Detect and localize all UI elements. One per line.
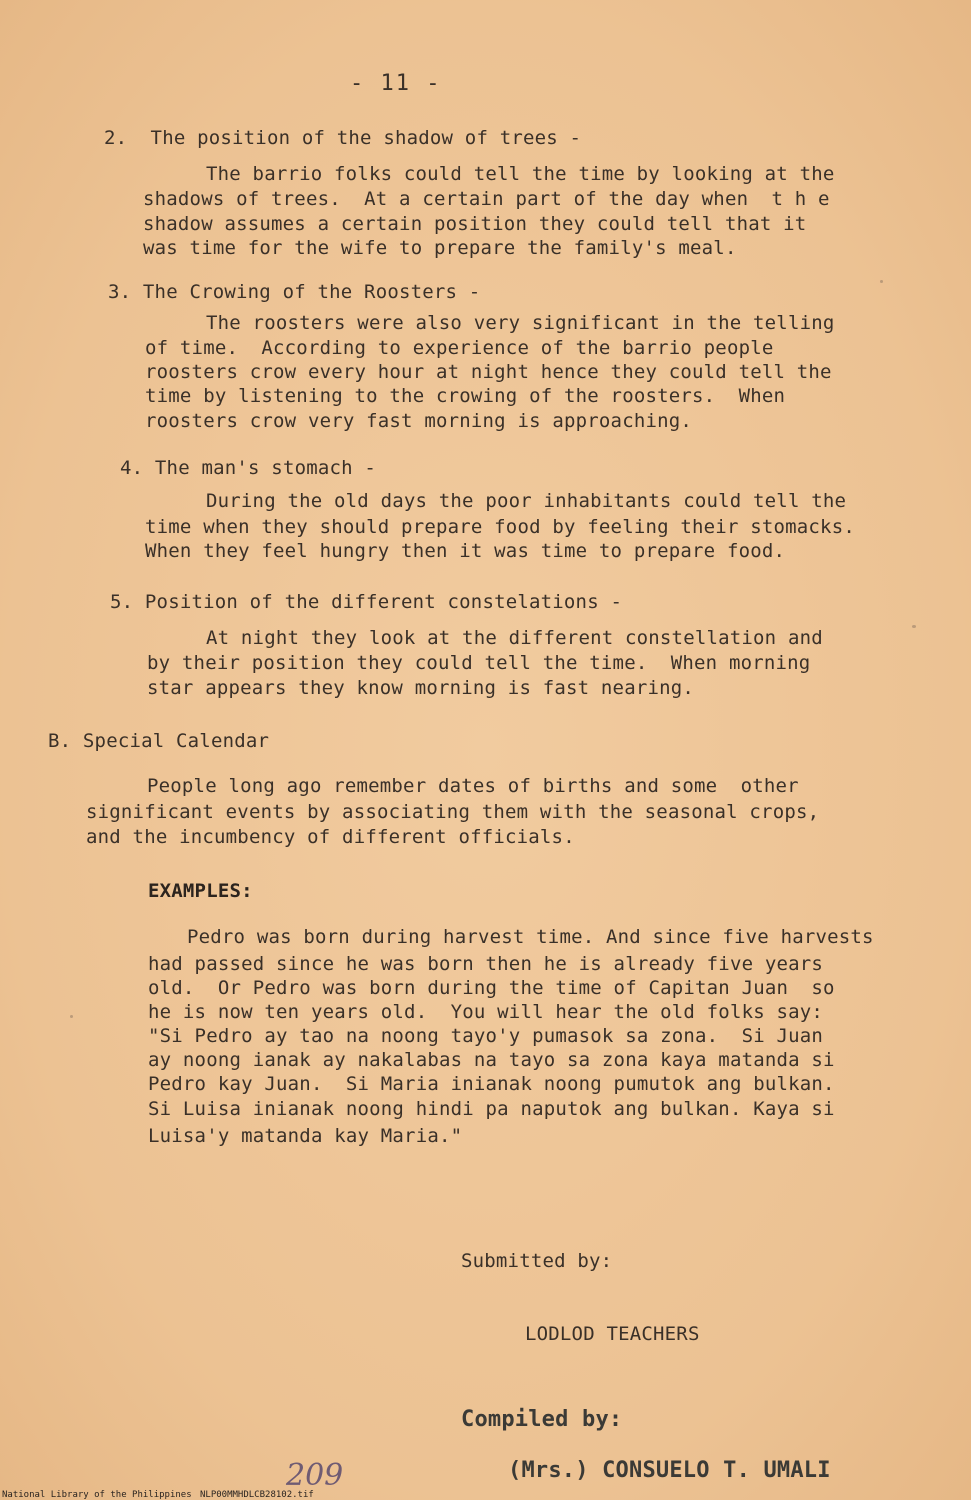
example-line-7: Pedro kay Juan. Si Maria inianak noong pumutok ang bulkan.	[148, 1073, 835, 1095]
item-3-line-4: time by listening to the crowing of the roosters. When	[145, 385, 786, 407]
submitted-by-label: Submitted by:	[461, 1250, 613, 1272]
example-line-9: Luisa'y matanda kay Maria."	[148, 1125, 463, 1147]
compiler-name: (Mrs.) CONSUELO T. UMALI	[508, 1458, 831, 1483]
item-3-line-5: roosters crow very fast morning is approaching.	[145, 410, 693, 432]
example-line-3: old. Or Pedro was born during the time of Capitan Juan so	[148, 977, 835, 999]
item-2-heading: 2. The position of the shadow of trees -	[104, 127, 582, 149]
example-line-6: ay noong ianak ay nakalabas na tayo sa zona kaya matanda si	[148, 1049, 835, 1071]
example-line-8: Si Luisa inianak noong hindi pa naputok ang bulkan. Kaya si	[148, 1098, 835, 1120]
item-2-line-1: The barrio folks could tell the time by looking at the	[206, 163, 835, 185]
item-5-line-1: At night they look at the different constellation and	[206, 627, 823, 649]
footer-library: National Library of the Philippines	[2, 1490, 192, 1500]
examples-label: EXAMPLES:	[148, 880, 253, 902]
item-5-line-2: by their position they could tell the time. When morning	[147, 652, 811, 674]
item-3-line-2: of time. According to experience of the barrio people	[145, 337, 774, 359]
item-4-line-3: When they feel hungry then it was time to prepare food.	[145, 540, 786, 562]
section-b-line-3: and the incumbency of different officials.	[86, 826, 575, 848]
example-line-2: had passed since he was born then he is already five years	[148, 953, 824, 975]
item-3-line-1: The roosters were also very significant in the telling	[206, 312, 835, 334]
item-3-line-3: roosters crow every hour at night hence they could tell the	[145, 361, 832, 383]
paper-speck	[70, 1015, 73, 1018]
section-b-heading: B. Special Calendar	[48, 730, 270, 752]
item-5-heading: 5. Position of the different constelations -	[110, 591, 623, 613]
item-2-line-4: was time for the wife to prepare the family's meal.	[143, 237, 737, 259]
paper-speck	[912, 625, 916, 628]
paper-speck	[880, 280, 883, 283]
footer-filename: NLP00MMHDLCB28102.tif	[200, 1490, 314, 1500]
section-b-line-1: People long ago remember dates of births and some other	[147, 775, 799, 797]
example-line-5: "Si Pedro ay tao na noong tayo'y pumasok sa zona. Si Juan	[148, 1025, 824, 1047]
item-4-heading: 4. The man's stomach -	[120, 457, 377, 479]
compiled-by-label: Compiled by:	[461, 1407, 623, 1432]
section-b-line-2: significant events by associating them with the seasonal crops,	[86, 801, 820, 823]
item-2-line-2: shadows of trees. At a certain part of the day when t h e	[143, 188, 830, 210]
item-3-heading: 3. The Crowing of the Roosters -	[108, 281, 481, 303]
item-4-line-1: During the old days the poor inhabitants could tell the	[206, 490, 847, 512]
page-number: - 11 -	[350, 71, 442, 96]
example-line-1: Pedro was born during harvest time. And since five harvests	[187, 926, 874, 948]
item-2-line-3: shadow assumes a certain position they could tell that it	[143, 213, 807, 235]
example-line-4: he is now ten years old. You will hear the old folks say:	[148, 1001, 824, 1023]
submitter-name: LODLOD TEACHERS	[525, 1323, 700, 1345]
item-4-line-2: time when they should prepare food by feeling their stomacks.	[145, 516, 855, 538]
handwritten-page-stamp: 209	[286, 1458, 344, 1493]
item-5-line-3: star appears they know morning is fast nearing.	[147, 677, 695, 699]
